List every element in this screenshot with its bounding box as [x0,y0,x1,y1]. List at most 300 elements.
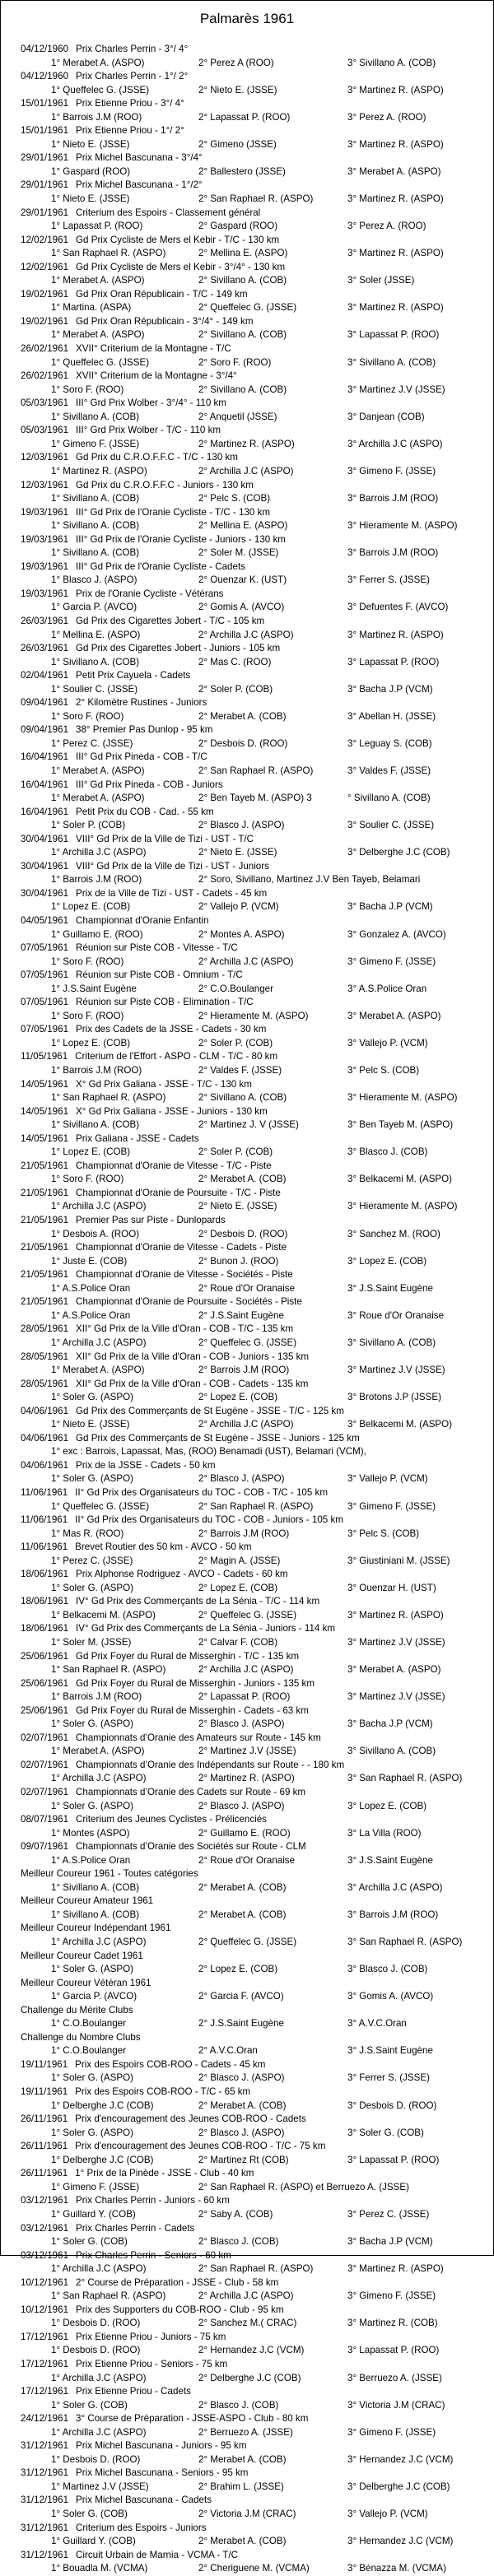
second-place: 2° Merabet A. (COB) [198,2453,287,2465]
race-heading [1,1214,493,1228]
second-place: 2° Barrois J.M (ROO) [198,1365,290,1376]
race-heading [1,451,493,465]
race-entry [1,1568,493,1595]
race-date: 17/12/1961 [21,2358,69,2369]
first-place: 1° Merabet A. (ASPO) [51,1746,145,1757]
race-heading [1,315,493,329]
race-entry [1,506,493,533]
first-place: 1° Barrois J.M (ROO) [51,111,142,123]
first-place: 1° A.S.Police Oran [51,1309,131,1321]
race-heading [1,833,493,847]
race-name: XII° Gd Prix de la Ville d'Oran - COB - Juniors - 135 km [76,1351,310,1362]
race-date: 16/04/1961 [21,779,69,790]
race-results [1,328,493,342]
race-heading [1,969,493,983]
race-heading [1,2031,493,2045]
race-heading [1,2113,493,2127]
race-heading [1,696,493,710]
race-name: X° Gd Prix Galiana - JSSE - Juniors - 130 km [76,1105,268,1117]
race-heading [1,2085,493,2099]
race-name: Criterium des Espoirs - Classement général [76,207,261,218]
race-entry [1,2058,493,2085]
race-heading [1,1759,493,1773]
race-entry [1,315,493,342]
race-results [1,2208,493,2222]
race-results [1,2508,493,2522]
race-results [1,1255,493,1269]
race-name: Brevet Routier des 50 km - AVCO - 50 km [75,1541,252,1553]
race-name: Championnats d’Oranie des Indépendants sur Route - - 180 km [76,1759,345,1770]
race-results [1,2344,493,2358]
second-place: 2° Martinez R. (ASPO) [198,1773,295,1784]
race-results [1,1037,493,1051]
second-place: 2° Martinez J.V (JSSE) [198,1746,296,1757]
race-date: 02/07/1961 [21,1759,69,1770]
third-place: 3° Vallejo P. (VCM) [347,2508,428,2519]
third-place: 3° Lapassat P. (ROO) [347,656,440,667]
race-heading [1,1459,493,1473]
race-date: 03/12/1961 [21,2249,69,2261]
race-entry [1,261,493,288]
race-date: 19/03/1961 [21,533,69,545]
first-place: 1° Queffelec G. (JSSE) [51,356,150,368]
second-place: 2° Soro, Sivillano, Martinez J.V Ben Tayeb, Belamari [198,874,421,886]
race-heading [1,1160,493,1174]
third-place: 3° Abellan H. (JSSE) [347,710,436,722]
race-entry [1,996,493,1023]
race-results [1,1500,493,1514]
race-heading [1,2412,493,2426]
race-entry [1,887,493,914]
race-name: Prix Galiana - JSSE - Cadets [76,1132,199,1144]
race-name: Gd Prix Foyer du Rural de Misserghin - Juniors - 135 km [76,1677,315,1689]
race-date: 31/12/1961 [21,2549,69,2560]
race-results [1,1228,493,1242]
race-heading [1,207,493,221]
race-results [1,301,493,315]
race-heading [1,342,493,356]
race-heading [1,615,493,629]
first-place: 1° Queffelec G. (JSSE) [51,84,150,95]
second-place: 2° Blasco J. (COB) [198,2399,279,2411]
race-entry [1,1405,493,1432]
award-name: Meilleur Coureur 1961 - Toutes catégories [21,1868,198,1880]
race-heading [1,642,493,656]
race-date: 25/06/1961 [21,1650,69,1662]
second-place: 2° Guillamo E. (ROO) [198,1827,291,1839]
race-entry [1,615,493,642]
race-entry [1,2549,493,2576]
race-entry [1,1813,493,1840]
first-place: 1° Lopez E. (COB) [51,901,131,913]
race-heading [1,97,493,111]
first-place: 1° Desbois A. (ROO) [51,1228,140,1239]
race-entry [1,124,493,151]
third-place: 3° Ferrer S. (JSSE) [347,574,430,586]
race-name: Championnat d'Oranie de Vitesse - Cadets - Piste [76,1242,287,1253]
race-date: 11/05/1961 [21,1051,68,1062]
race-name: Circuit Urbain de Marnia - VCMA - T/C [76,2549,238,2560]
award-name: Meilleur Coureur Indépendant 1961 [21,1923,171,1934]
race-heading [1,1241,493,1255]
race-date: 17/12/1961 [21,2331,69,2342]
first-place: 1° Desbois D. (ROO) [51,2318,141,2329]
race-results [1,900,493,914]
third-place: 3° Pelc S. (COB) [347,1527,420,1539]
first-place: 1° Soler G. (ASPO) [51,1582,133,1593]
race-entry [1,2358,493,2385]
race-results [1,165,493,179]
race-entry [1,1378,493,1405]
race-date: 21/05/1961 [21,1160,69,1171]
race-name: Gd Prix Foyer du Rural de Misserghin - Cadets - 63 km [76,1704,309,1716]
third-place: 3° Delberghe J.C (COB) [347,847,450,858]
second-place: 2° Blasco J. (ASPO) [198,1473,285,1485]
first-place: 1° Barrois J.M (ROO) [51,1691,142,1703]
race-entry [1,2494,493,2521]
third-place: 3° Pelc S. (COB) [347,1065,420,1076]
race-entry [1,2031,493,2058]
race-name: Gd Prix Foyer du Rural de Misserghin - T/C - 135 km [76,1650,300,1662]
third-place: 3° Lopez E. (COB) [347,1255,427,1267]
first-place: 1° Sivillano A. (COB) [51,411,140,422]
first-place: 1° Soler G. (ASPO) [51,1800,133,1811]
race-name: III° Gd Prix de l'Oranie Cycliste - Cadets [76,560,245,572]
race-entry [1,1132,493,1160]
race-heading [1,2140,493,2154]
race-name: Championnat d'Oranie de Vitesse - T/C - Piste [76,1160,272,1171]
race-entry [1,1050,493,1077]
race-date: 19/03/1961 [21,588,69,599]
race-name: XVII° Criterium de la Montagne - 3°/4° [76,370,237,382]
third-place: 3° Blasco J. (COB) [347,1146,428,1158]
race-name: Prix Charles Perrin - 1°/ 2° [76,71,189,82]
third-place: 3° Gimeno F. (JSSE) [347,1500,436,1512]
race-results [1,737,493,751]
third-place: 3° Gimeno F. (JSSE) [347,2290,436,2302]
race-date: 11/06/1961 [21,1486,68,1498]
race-heading [1,1813,493,1827]
race-results [1,519,493,533]
race-name: Prix de l'Oranie Cycliste - Vétérans [76,588,224,599]
third-place: 3° Belkacemi M. (ASPO) [347,1419,453,1430]
second-place: 2° Gomis A. (AVCO) [198,602,285,613]
race-heading [1,2194,493,2208]
second-place: 2° Soler P. (COB) [198,1146,273,1158]
race-name: Prix des Espoirs COB-ROO - Cadets - 45 km [75,2058,266,2070]
race-entry [1,2467,493,2494]
race-heading [1,588,493,602]
race-results [1,956,493,969]
race-heading [1,860,493,874]
race-name: VIII° Gd Prix de la Ville de Tizi - UST - T/C [76,833,254,844]
race-date: 19/02/1961 [21,315,69,327]
first-place: 1° Soler G. (COB) [51,2236,128,2248]
race-name: III° Grd Prix Wolber - T/C - 110 km [76,425,221,436]
second-place: 2° Calvar F. (COB) [198,1636,278,1648]
race-results [1,138,493,152]
second-place: 2° Martinez Rt (COB) [198,2154,289,2165]
race-entry [1,533,493,560]
race-heading [1,124,493,138]
second-place: 2° Lopez E. (COB) [198,1392,278,1403]
race-entry [1,1295,493,1323]
third-place: 3° Gimeno F. (JSSE) [347,465,436,477]
race-date: 31/12/1961 [21,2522,69,2533]
race-name: Gd Prix Oran Républicain - 3°/4° - 149 km [76,315,254,327]
race-entry [1,1622,493,1649]
first-place: 1° Bouadla M. (VCMA) [51,2563,148,2574]
race-entry [1,1895,493,1922]
race-entry [1,424,493,451]
second-place: 2° Ouenzar K. (UST) [198,574,287,586]
second-place: 2° Archilla J.C (ASPO) [198,1664,294,1676]
second-place: 2° Sivillano A. (COB) [198,275,287,286]
second-place: 2° Valdes F. (JSSE) [198,1065,282,1076]
race-date: 14/05/1961 [21,1105,69,1117]
race-heading [1,1704,493,1718]
race-entry [1,969,493,996]
race-heading [1,1786,493,1800]
first-place: 1° Nieto E. (JSSE) [51,193,130,205]
first-place: 1° Delberghe J.C (COB) [51,2099,154,2111]
first-place: 1° Nieto E. (JSSE) [51,1419,130,1430]
second-place: 2° Sivillano A. (COB) [198,329,287,341]
first-place: 1° Guillard Y. (COB) [51,2208,136,2220]
race-entry [1,342,493,370]
race-date: 04/06/1961 [21,1432,69,1444]
race-name: XII° Gd Prix de la Ville d'Oran - COB - Cadets - 135 km [76,1378,309,1389]
first-place: 1° A.S.Police Oran [51,1282,131,1294]
race-entry [1,1759,493,1786]
third-place: 3° Martinez J.V (JSSE) [347,384,445,395]
race-heading [1,1323,493,1337]
race-name: Prix Michel Bascunana - Cadets [76,2495,212,2506]
first-place: 1° Soler G. (ASPO) [51,1718,133,1730]
second-place: 2° J.S.Saint Eugène [198,2018,284,2030]
race-results [1,1909,493,1923]
race-date: 03/12/1961 [21,2195,69,2206]
race-name: III° Grd Prix Wolber - 3°/4° - 110 km [76,398,226,409]
race-name: Prix des Supporters du COB-ROO - Club - 95 km [76,2304,284,2315]
third-place: 3° Archilla J.C (ASPO) [347,1881,443,1893]
second-place: 2° Merabet A. (COB) [198,2099,287,2111]
race-entry [1,370,493,397]
race-date: 03/12/1961 [21,2222,69,2234]
race-date: 10/12/1961 [21,2276,69,2288]
third-place: 3° Perez A. (ROO) [347,111,426,123]
race-results [1,2290,493,2304]
first-place: 1° Sivillano A. (COB) [51,547,140,559]
race-date: 18/06/1961 [21,1569,69,1580]
first-place: 1° Juste E. (COB) [51,1255,128,1267]
race-date: 29/01/1961 [21,152,69,164]
race-name: III° Gd Prix de l'Oranie Cycliste - Juniors - 130 km [76,533,286,545]
race-results [1,247,493,261]
award-name: Meilleur Coureur Cadet 1961 [21,1950,143,1961]
race-name: Prix Etienne Priou - Seniors - 75 km [76,2358,228,2369]
race-results [1,2372,493,2386]
second-place: 2° Sivillano A. (COB) [198,1092,287,1104]
second-place: 2° Merabet A. (COB) [198,1881,287,1893]
first-place: 1° Desbois D. (ROO) [51,2453,141,2465]
race-heading [1,2276,493,2290]
second-place: 2° Desbois D. (ROO) [198,737,288,749]
race-date: 25/06/1961 [21,1677,69,1689]
race-heading [1,723,493,737]
first-place: 1° C.O.Boulanger [51,2045,126,2057]
race-date: 11/06/1961 [21,1541,68,1553]
race-name: Prix de la JSSE - Cadets - 50 km [76,1459,216,1471]
third-place: 3° Ben Tayeb M. (ASPO) [347,1119,454,1131]
race-date: 21/05/1961 [21,1187,69,1198]
race-results [1,57,493,71]
first-place: 1° Lopez E. (COB) [51,1037,131,1049]
race-heading [1,1922,493,1936]
second-place: 2° Ballestero (JSSE) [198,165,286,177]
third-place: 3° Martinez R. (ASPO) [347,2263,444,2275]
race-heading [1,1568,493,1582]
race-name: X° Gd Prix Galiana - JSSE - T/C - 130 km [76,1078,252,1090]
second-place: 2° Queffelec G. (JSSE) [198,1337,297,1348]
third-place: 3° Defuentes F. (AVCO) [347,602,449,613]
second-place: 2° Archilla J.C (ASPO) [198,465,294,477]
race-results [1,1663,493,1677]
race-entry [1,1595,493,1622]
race-date: 15/01/1961 [21,98,69,109]
third-place: 3° J.S.Saint Eugène [347,1854,433,1866]
first-place: 1° Montes (ASPO) [51,1827,130,1839]
race-entry [1,942,493,969]
second-place: 2° Roue d'Or Oranaise [198,1854,296,1866]
race-heading [1,2167,493,2181]
first-place: 1° Sivillano A. (COB) [51,520,140,532]
race-date: 18/06/1961 [21,1596,69,1607]
first-place: 1° Archilla J.C (ASPO) [51,2263,147,2275]
first-place: 1° Garcia P. (AVCO) [51,602,137,613]
first-place: 1° Garcia P. (AVCO) [51,1991,137,2002]
race-date: 28/05/1961 [21,1323,69,1335]
first-place: 1° Sivillano A. (COB) [51,493,140,505]
first-place: 1° Archilla J.C (ASPO) [51,1201,147,1212]
third-place: 3° A.V.C.Oran [347,2018,407,2030]
race-heading [1,914,493,928]
race-date: 19/03/1961 [21,560,69,572]
third-place: 3° Sivillano A. (COB) [347,1746,436,1757]
second-place: 2° San Raphael R. (ASPO) [198,765,314,776]
third-place: 3° Bacha J.P (VCM) [347,1718,433,1730]
race-results [1,84,493,98]
first-place: 1° exc : Barrois, Lapassat, Mas, (ROO) Benamadi (UST), Belamari (VCM), [51,1446,366,1458]
race-date: 24/12/1961 [21,2413,69,2425]
race-entry [1,1786,493,1813]
race-entry [1,179,493,206]
race-heading [1,1867,493,1881]
race-entry [1,288,493,315]
third-place: 3° Victoria J.M (CRAC) [347,2399,445,2411]
race-entry [1,914,493,942]
race-entry [1,1950,493,1977]
race-results [1,1555,493,1569]
third-place: 3° Martinez J.V (JSSE) [347,1365,445,1376]
race-date: 07/05/1961 [21,1024,69,1035]
race-date: 04/06/1961 [21,1405,69,1416]
race-results [1,1282,493,1296]
second-place: 2° Archilla J.C (ASPO) [198,1419,294,1430]
race-heading [1,1050,493,1064]
race-heading [1,1650,493,1664]
third-place: ° Sivillano A. (COB) [347,793,431,804]
second-place: 2° Mellina E. (ASPO) [198,520,288,532]
third-place: 3° Soler (JSSE) [347,275,415,286]
race-entry [1,833,493,860]
race-entry [1,806,493,833]
first-place: 1° J.S.Saint Eugène [51,983,137,994]
first-place: 1° Archilla J.C (ASPO) [51,847,147,858]
third-place: 3° Martinez R. (ASPO) [347,302,444,314]
race-results [1,2535,493,2549]
first-place: 1° Soler G. (ASPO) [51,1473,133,1485]
race-heading [1,560,493,574]
race-results [1,2426,493,2440]
second-place: 2° Saby A. (COB) [198,2208,273,2220]
race-results [1,193,493,207]
race-date: 21/05/1961 [21,1242,69,1253]
third-place: 3° Vallejo P. (VCM) [347,1473,428,1485]
race-entry [1,1187,493,1214]
second-place: 2° Brahim L. (JSSE) [198,2481,284,2492]
race-name: Prix Alphonse Rodriguez - AVCO - Cadets - 60 km [76,1569,288,1580]
race-results [1,356,493,370]
second-place: 2° Lopez E. (COB) [198,1582,278,1593]
race-name: Criterium des Jeunes Cyclistes - Prélicenciés [76,1814,267,1825]
race-name: 3° Course de Préparation - JSSE-ASPO - Club - 80 km [76,2413,309,2425]
race-name: Championnat d'Oranie de Vitesse - Sociétés - Piste [76,1269,293,1281]
race-date: 02/04/1961 [21,670,69,681]
race-heading [1,479,493,493]
race-name: Prix d'encouragement des Jeunes COB-ROO - T/C - 75 km [75,2141,326,2152]
race-date: 09/04/1961 [21,697,69,709]
race-results [1,683,493,697]
race-date: 19/11/1961 [21,2058,68,2070]
race-results [1,629,493,643]
race-name: Prix Charles Perrin - Juniors - 60 km [76,2195,230,2206]
race-results [1,220,493,234]
second-place: 2° Blasco J. (ASPO) [198,2072,285,2084]
award-name: Challenge du Mérite Clubs [21,2004,133,2016]
race-entry [1,696,493,723]
race-name: Réunion sur Piste COB - Omnium - T/C [76,969,243,981]
third-place: 3° Martinez J.V (JSSE) [347,1636,445,1648]
race-results [1,1146,493,1160]
race-entry [1,1214,493,1241]
race-date: 09/04/1961 [21,724,69,736]
second-place: 2° Garcia F. (AVCO) [198,1991,284,2002]
race-heading [1,1268,493,1282]
first-place: 1° Perez C. (JSSE) [51,1555,133,1566]
race-date: 02/07/1961 [21,1732,69,1743]
race-name: Prix d'encouragement des Jeunes COB-ROO - Cadets [75,2113,306,2125]
race-entry [1,451,493,478]
race-name: Gd Prix Cycliste de Mers el Kebir - T/C - 130 km [76,234,280,245]
race-entry [1,2412,493,2439]
race-heading [1,533,493,547]
race-heading [1,1078,493,1092]
race-heading [1,1023,493,1037]
race-entry [1,1432,493,1459]
race-heading [1,996,493,1010]
race-entry [1,860,493,887]
